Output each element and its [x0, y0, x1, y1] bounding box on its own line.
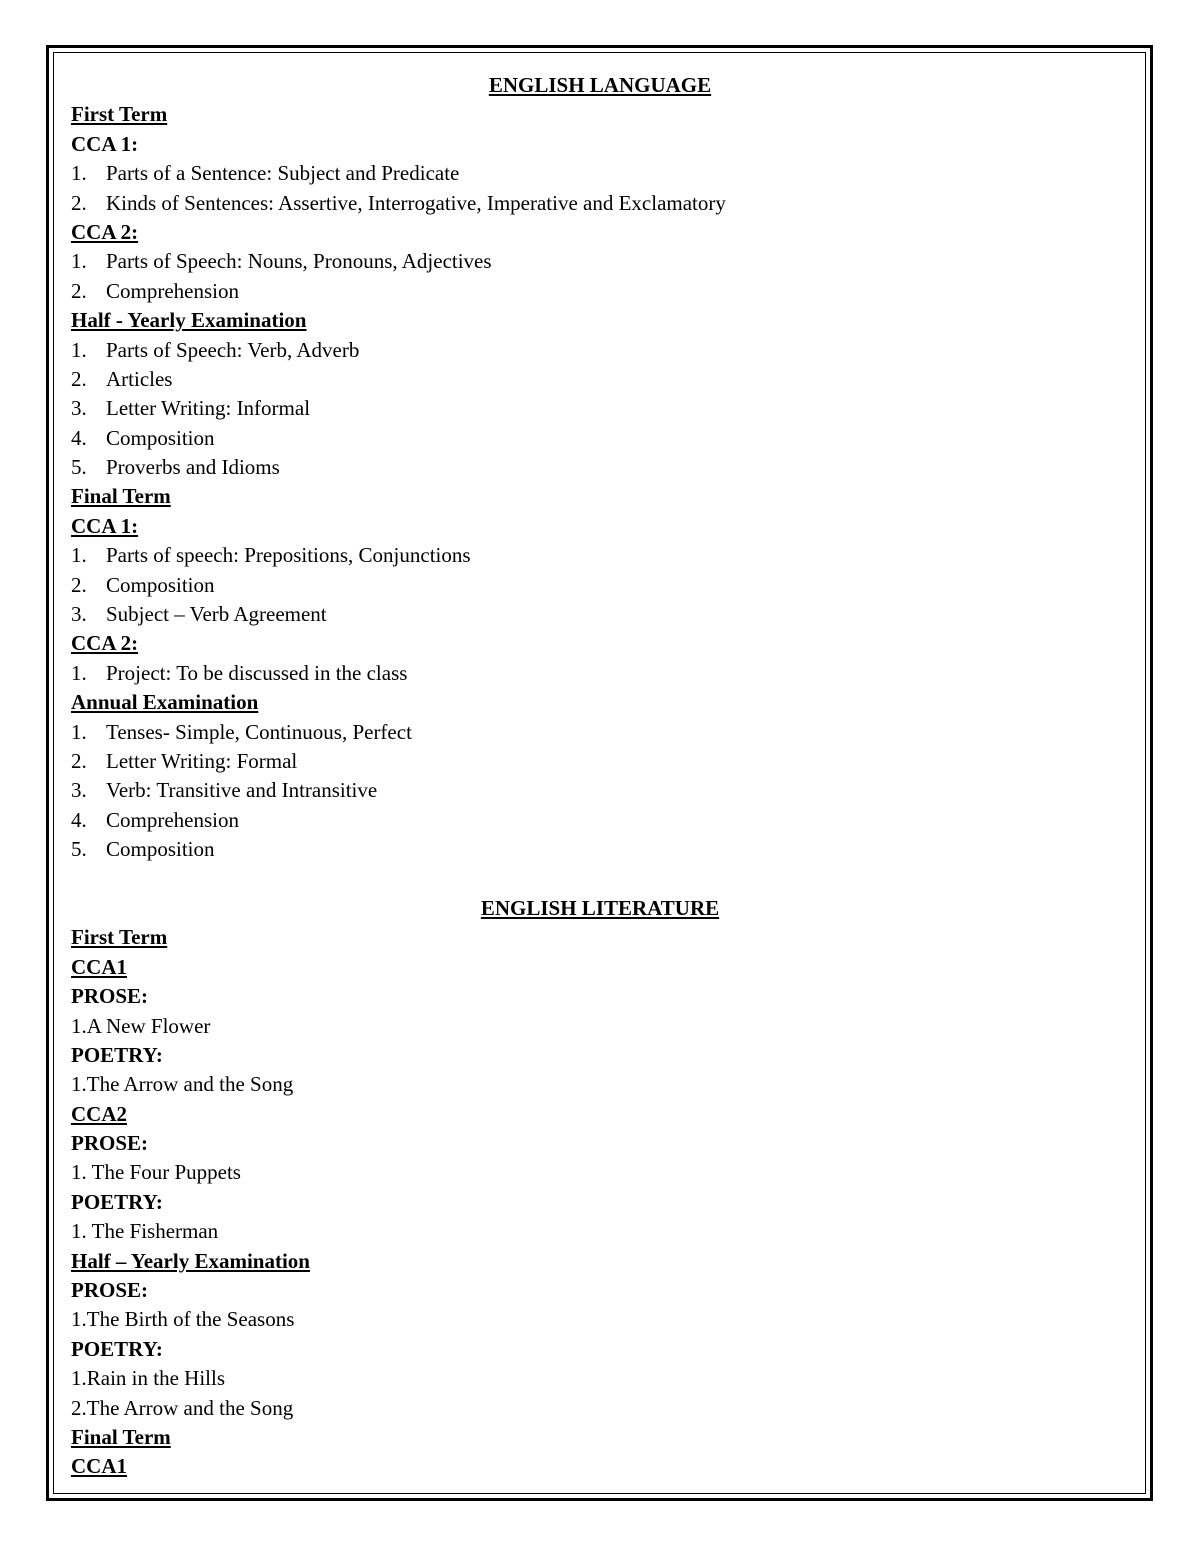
list-item: 1. Parts of Speech: Nouns, Pronouns, Adjectives [71, 249, 492, 274]
literature-half-yearly-heading: Half – Yearly Examination [71, 1248, 310, 1273]
language-final-term-heading: Final Term [71, 484, 171, 509]
list-item: 1. The Four Puppets [71, 1160, 241, 1185]
list-item: 1.A New Flower [71, 1013, 211, 1038]
language-title: ENGLISH LANGUAGE [488, 73, 712, 97]
language-cca2-heading: CCA 2: [71, 219, 139, 244]
list-item: 1. Tenses- Simple, Continuous, Perfect [71, 719, 412, 744]
list-item: 1.Rain in the Hills [71, 1366, 225, 1391]
list-item: 2. Kinds of Sentences: Assertive, Interrogative, Imperative and Exclamatory [71, 190, 726, 215]
poetry-label: POETRY: [71, 1336, 163, 1361]
list-item: 3. Subject – Verb Agreement [71, 602, 327, 627]
prose-label: PROSE: [71, 1278, 149, 1303]
list-item: 1. Parts of Speech: Verb, Adverb [71, 337, 360, 362]
list-item: 1. Project: To be discussed in the class [71, 660, 408, 685]
prose-label: PROSE: [71, 1131, 149, 1156]
list-item: 1. The Fisherman [71, 1219, 219, 1244]
literature-cca2-heading: CCA2 [71, 1101, 127, 1126]
literature-cca1-heading: CCA1 [71, 954, 127, 979]
list-item: 1.The Arrow and the Song [71, 1072, 294, 1097]
list-item: 1.The Birth of the Seasons [71, 1307, 295, 1332]
list-item: 5. Proverbs and Idioms [71, 455, 280, 480]
literature-first-term-heading: First Term [71, 925, 168, 950]
syllabus-content [71, 71, 1129, 1482]
language-final-cca1-heading: CCA 1: [71, 513, 139, 538]
language-cca1-heading: CCA 1: [71, 131, 139, 156]
poetry-label: POETRY: [71, 1189, 163, 1214]
literature-final-term-heading: Final Term [71, 1424, 171, 1449]
language-annual-heading: Annual Examination [71, 690, 259, 715]
list-item: 2. Comprehension [71, 278, 239, 303]
list-item: 3. Letter Writing: Informal [71, 396, 311, 421]
list-item: 2.The Arrow and the Song [71, 1395, 294, 1420]
language-final-cca2-heading: CCA 2: [71, 631, 139, 656]
list-item: 4. Comprehension [71, 807, 239, 832]
list-item: 1. Parts of speech: Prepositions, Conjunctions [71, 543, 471, 568]
literature-final-cca1-heading: CCA1 [71, 1454, 127, 1479]
list-item: 2. Composition [71, 572, 215, 597]
prose-label: PROSE: [71, 984, 149, 1009]
list-item: 2. Letter Writing: Formal [71, 748, 298, 773]
poetry-label: POETRY: [71, 1042, 163, 1067]
section-spacer [71, 865, 1129, 894]
language-half-yearly-heading: Half - Yearly Examination [71, 308, 307, 333]
list-item: 2. Articles [71, 366, 173, 391]
literature-title: ENGLISH LITERATURE [480, 895, 720, 920]
language-first-term-heading: First Term [71, 102, 168, 127]
list-item: 4. Composition [71, 425, 215, 450]
list-item: 3. Verb: Transitive and Intransitive [71, 778, 378, 803]
list-item: 1. Parts of a Sentence: Subject and Predicate [71, 161, 460, 186]
list-item: 5. Composition [71, 837, 215, 862]
